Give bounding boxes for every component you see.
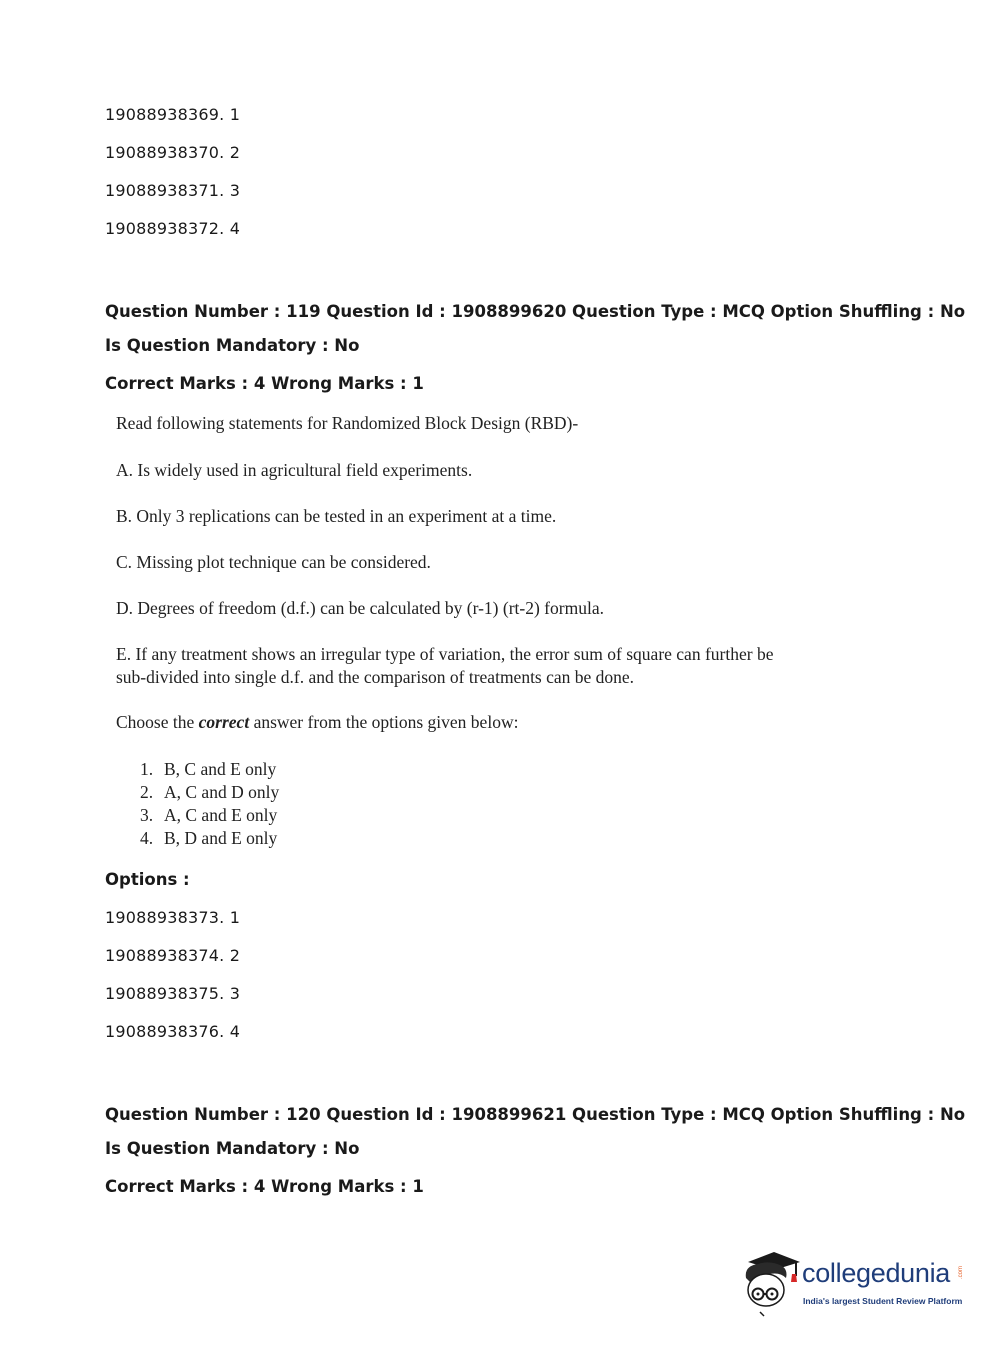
statement-b: B. Only 3 replications can be tested in an experiment at a time. — [116, 506, 557, 526]
question-mandatory: Is Question Mandatory : No — [105, 336, 360, 355]
answer-choice — [140, 781, 279, 804]
option-item: 19088938369. 1 — [105, 105, 241, 124]
statement-e-line1: E. If any treatment shows an irregular type of variation, the error sum of square can further be — [116, 644, 774, 664]
answer-choice — [140, 758, 276, 781]
statement-a: A. Is widely used in agricultural field experiments. — [116, 460, 473, 480]
statement-d: D. Degrees of freedom (d.f.) can be calculated by (r-1) (rt-2) formula. — [116, 598, 604, 618]
choose-emphasis: correct — [198, 712, 250, 732]
options-label: Options : — [105, 870, 190, 889]
option-item: 19088938372. 4 — [105, 219, 241, 238]
choice-number: 1. — [140, 759, 154, 779]
choose-prefix: Choose the — [116, 712, 199, 732]
choose-suffix: answer from the options given below: — [249, 712, 519, 732]
question-marks: Correct Marks : 4 Wrong Marks : 1 — [105, 1177, 424, 1196]
answer-choice — [140, 804, 277, 827]
choice-text: A, C and E only — [164, 805, 278, 825]
choice-number: 2. — [140, 782, 154, 802]
option-item: 19088938374. 2 — [105, 946, 241, 965]
choice-text: B, D and E only — [164, 828, 278, 848]
choice-number: 4. — [140, 828, 154, 848]
choice-number: 3. — [140, 805, 154, 825]
question-header: Question Number : 120 Question Id : 1908899621 Question Type : MCQ Option Shuffling : No — [105, 1105, 966, 1124]
option-item: 19088938370. 2 — [105, 143, 241, 162]
option-item: 19088938376. 4 — [105, 1022, 241, 1041]
question-header: Question Number : 119 Question Id : 1908899620 Question Type : MCQ Option Shuffling : No — [105, 302, 966, 321]
option-item: 19088938373. 1 — [105, 908, 241, 927]
logo-name: collegedunia — [802, 1258, 951, 1288]
collegedunia-logo — [740, 1248, 972, 1318]
student-mascot-icon — [740, 1248, 802, 1318]
logo-tagline: India's largest Student Review Platform — [803, 1296, 963, 1306]
question-intro: Read following statements for Randomized Block Design (RBD)- — [116, 413, 579, 433]
choice-text: B, C and E only — [164, 759, 277, 779]
choose-instruction — [116, 711, 518, 734]
answer-choice — [140, 827, 277, 850]
question-mandatory: Is Question Mandatory : No — [105, 1139, 360, 1158]
choice-text: A, C and D only — [164, 782, 280, 802]
statement-e-line2: sub-divided into single d.f. and the comparison of treatments can be done. — [116, 667, 635, 687]
option-item: 19088938375. 3 — [105, 984, 241, 1003]
logo-suffix: .com — [958, 1266, 964, 1280]
question-marks: Correct Marks : 4 Wrong Marks : 1 — [105, 374, 424, 393]
option-item: 19088938371. 3 — [105, 181, 241, 200]
statement-c: C. Missing plot technique can be considered. — [116, 552, 431, 572]
